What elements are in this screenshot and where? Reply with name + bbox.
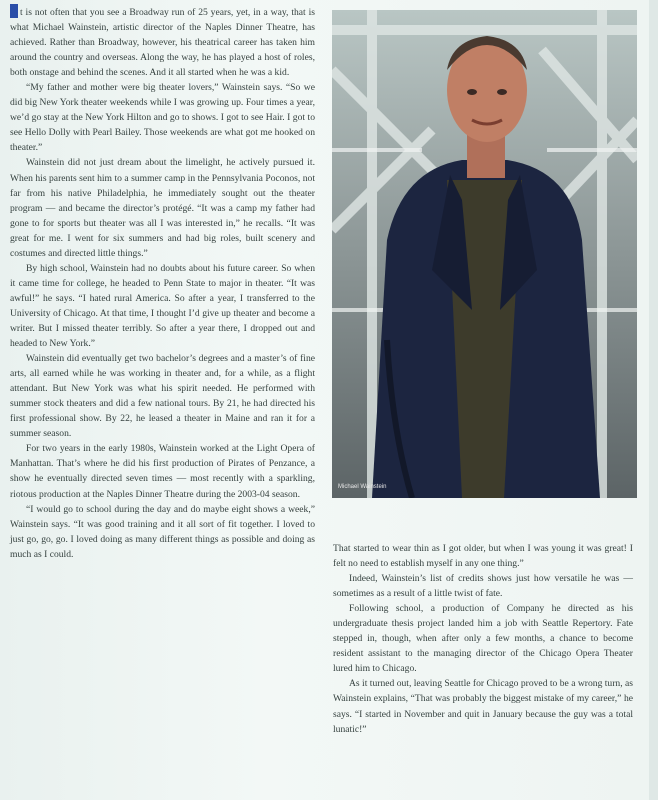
drop-cap-icon [10, 4, 18, 18]
article-right-column [333, 541, 633, 737]
paragraph: As it turned out, leaving Seattle for Chicago proved to be a wrong turn, as Wainstein explains, “That was probably the biggest mistake of my career,” he says. “I started in November and quit in January because the guy was a total lunatic!” [333, 678, 634, 735]
paragraph: “My father and mother were big theater lovers,” Wainstein says. “So we did big New York theater weekends while I was growing up. Four times a year, we’d go stay at the New York Hilton and go to shows. I got to see Hair. I got to see Hello Dolly with Pearl Bailey. Those weekends are what got me hooked on theater.” [10, 82, 315, 154]
paragraph: That started to wear thin as I got older, but when I was young it was great! I felt no need to establish myself in any one thing.” [333, 543, 633, 570]
article-left-column [10, 4, 315, 562]
paragraph: By high school, Wainstein had no doubts about his future career. So when it came time for college, he headed to Penn State to major in theater. “It was awful!” he says. “I hated rural America. So after a year, I transferred to the University of Chicago. At that time, I thought I’d give up theater and become a writer. But I missed theater terribly. So after a year there, I dropped out and headed to New York.” [10, 262, 315, 350]
paragraph: For two years in the early 1980s, Wainstein worked at the Light Opera of Manhattan. That’s where he did his first production of Pirates of Penzance, a show he eventually directed seven times — most recently with a sparkling, riotous production at the Naples Dinner Theatre during the 2003-04 season. [10, 443, 315, 500]
paragraph: Wainstein did not just dream about the limelight, he actively pursued it. When his parents sent him to a summer camp in the Pennsylvania Poconos, not far from his native Philadelphia, he immediately sought out the theater program — and became the director’s protégé. “It was a camp my father had gone to for sports but theater was all I was interested in,” he recalls. “It was great for me. I went for six summers and had big roles, built scenery and costumes and directed little things.” [10, 157, 315, 259]
paragraph: t is not often that you see a Broadway run of 25 years, yet, in a way, that is what Michael Wainstein, artistic director of the Naples Dinner Theatre, has achieved. Rather than Broadway, however, his theatrical career has taken him around the country and overseas. Along the way, he has played a host of roles, both onstage and behind the scenes. And it all started when he was a kid. [10, 4, 315, 80]
paragraph: “I would go to school during the day and do maybe eight shows a week,” Wainstein says. “It was good training and it all sort of fit together. I loved to just go, go, go. I loved doing as many different things as possible and doing as much as I could. [10, 503, 315, 560]
paragraph: Wainstein did eventually get two bachelor’s degrees and a master’s of fine arts, all earned while he was working in theater and, for a while, as a flight attendant. But New York was what his spirit needed. He performed with summer stock theaters and did a few national tours. By 21, he had directed his first professional show. By 22, he leased a theater in Maine and ran it for a summer season. [10, 353, 315, 440]
paragraph: Following school, a production of Company he directed as his undergraduate thesis project landed him a job with Seattle Repertory. Fate stepped in, though, when after only a few months, a chance to become resident assistant to the managing director of the Chicago Opera Theater lured him to Chicago. [333, 603, 633, 675]
page-binding-edge [649, 0, 658, 800]
photo-caption: Michael Wainstein [338, 484, 387, 490]
paragraph: Indeed, Wainstein’s list of credits shows just how versatile he was — sometimes as a result of a little twist of fate. [333, 573, 633, 600]
portrait-photo [332, 10, 637, 498]
portrait-illustration [332, 10, 637, 498]
